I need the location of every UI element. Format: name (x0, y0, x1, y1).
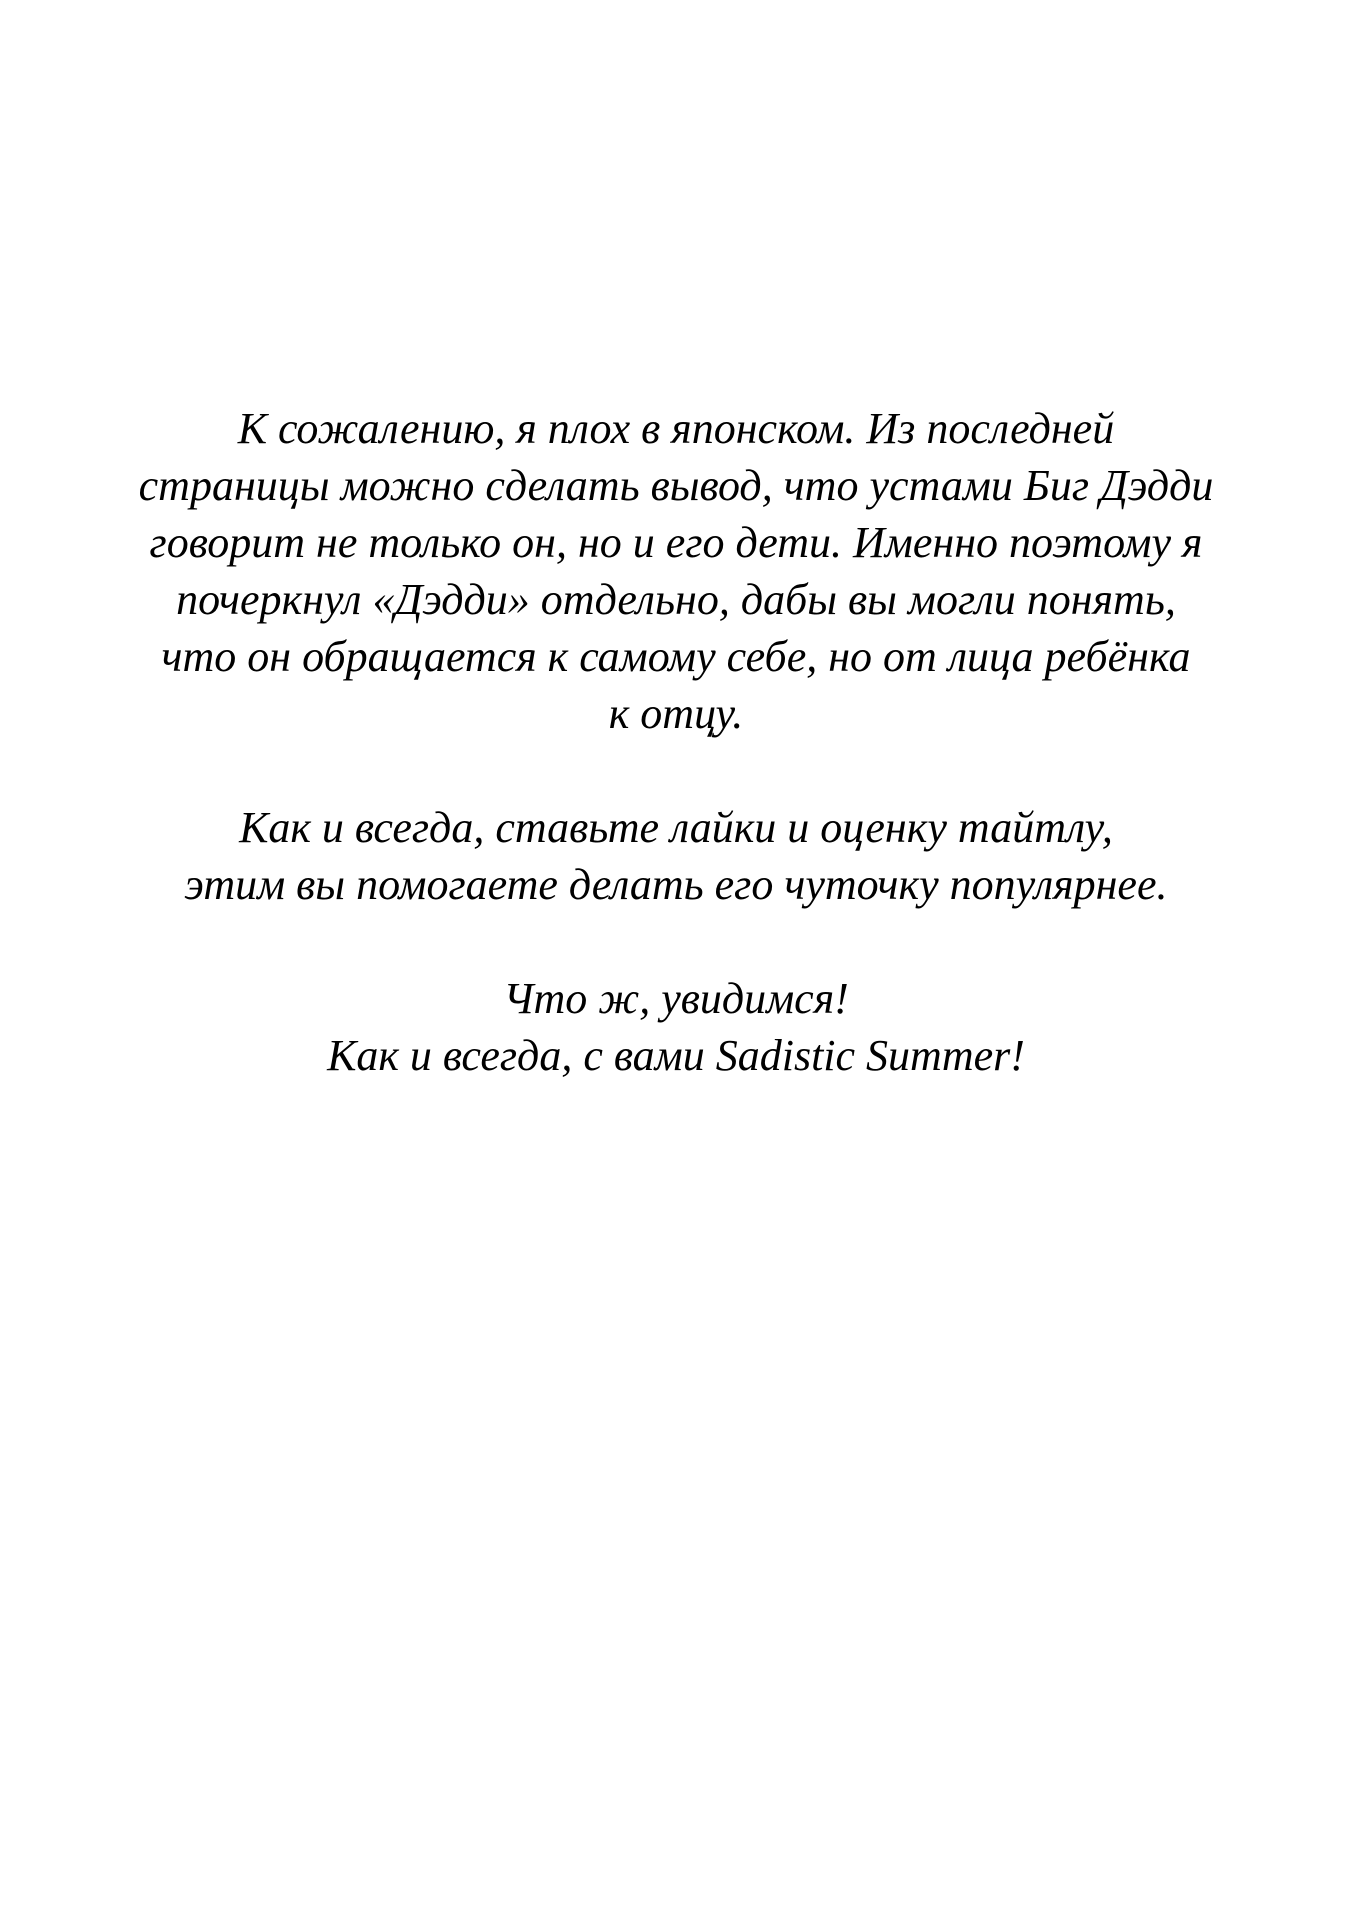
signoff-line: Что ж, увидимся! (503, 974, 849, 1023)
request-line: этим вы помогаете делать его чуточку популярнее. (184, 860, 1168, 909)
note-line: к отцу. (608, 689, 744, 738)
translator-note-text-block (40, 400, 1312, 1084)
note-line: почеркнул «Дэдди» отдельно, дабы вы могли понять, (176, 575, 1176, 624)
request-line: Как и всегда, ставьте лайки и оценку тайтлу, (239, 803, 1113, 852)
paragraph-like-request (40, 799, 1312, 913)
note-line: говорит не только он, но и его дети. Именно поэтому я (149, 518, 1203, 567)
paragraph-translation-note (40, 400, 1312, 742)
note-line: страницы можно сделать вывод, что устами Биг Дэдди (138, 461, 1214, 510)
note-line: что он обращается к самому себе, но от лица ребёнка (161, 632, 1191, 681)
note-line: К сожалению, я плох в японском. Из последней (237, 404, 1115, 453)
paragraph-signoff (40, 970, 1312, 1084)
signoff-line: Как и всегда, с вами Sadistic Summer! (327, 1031, 1025, 1080)
